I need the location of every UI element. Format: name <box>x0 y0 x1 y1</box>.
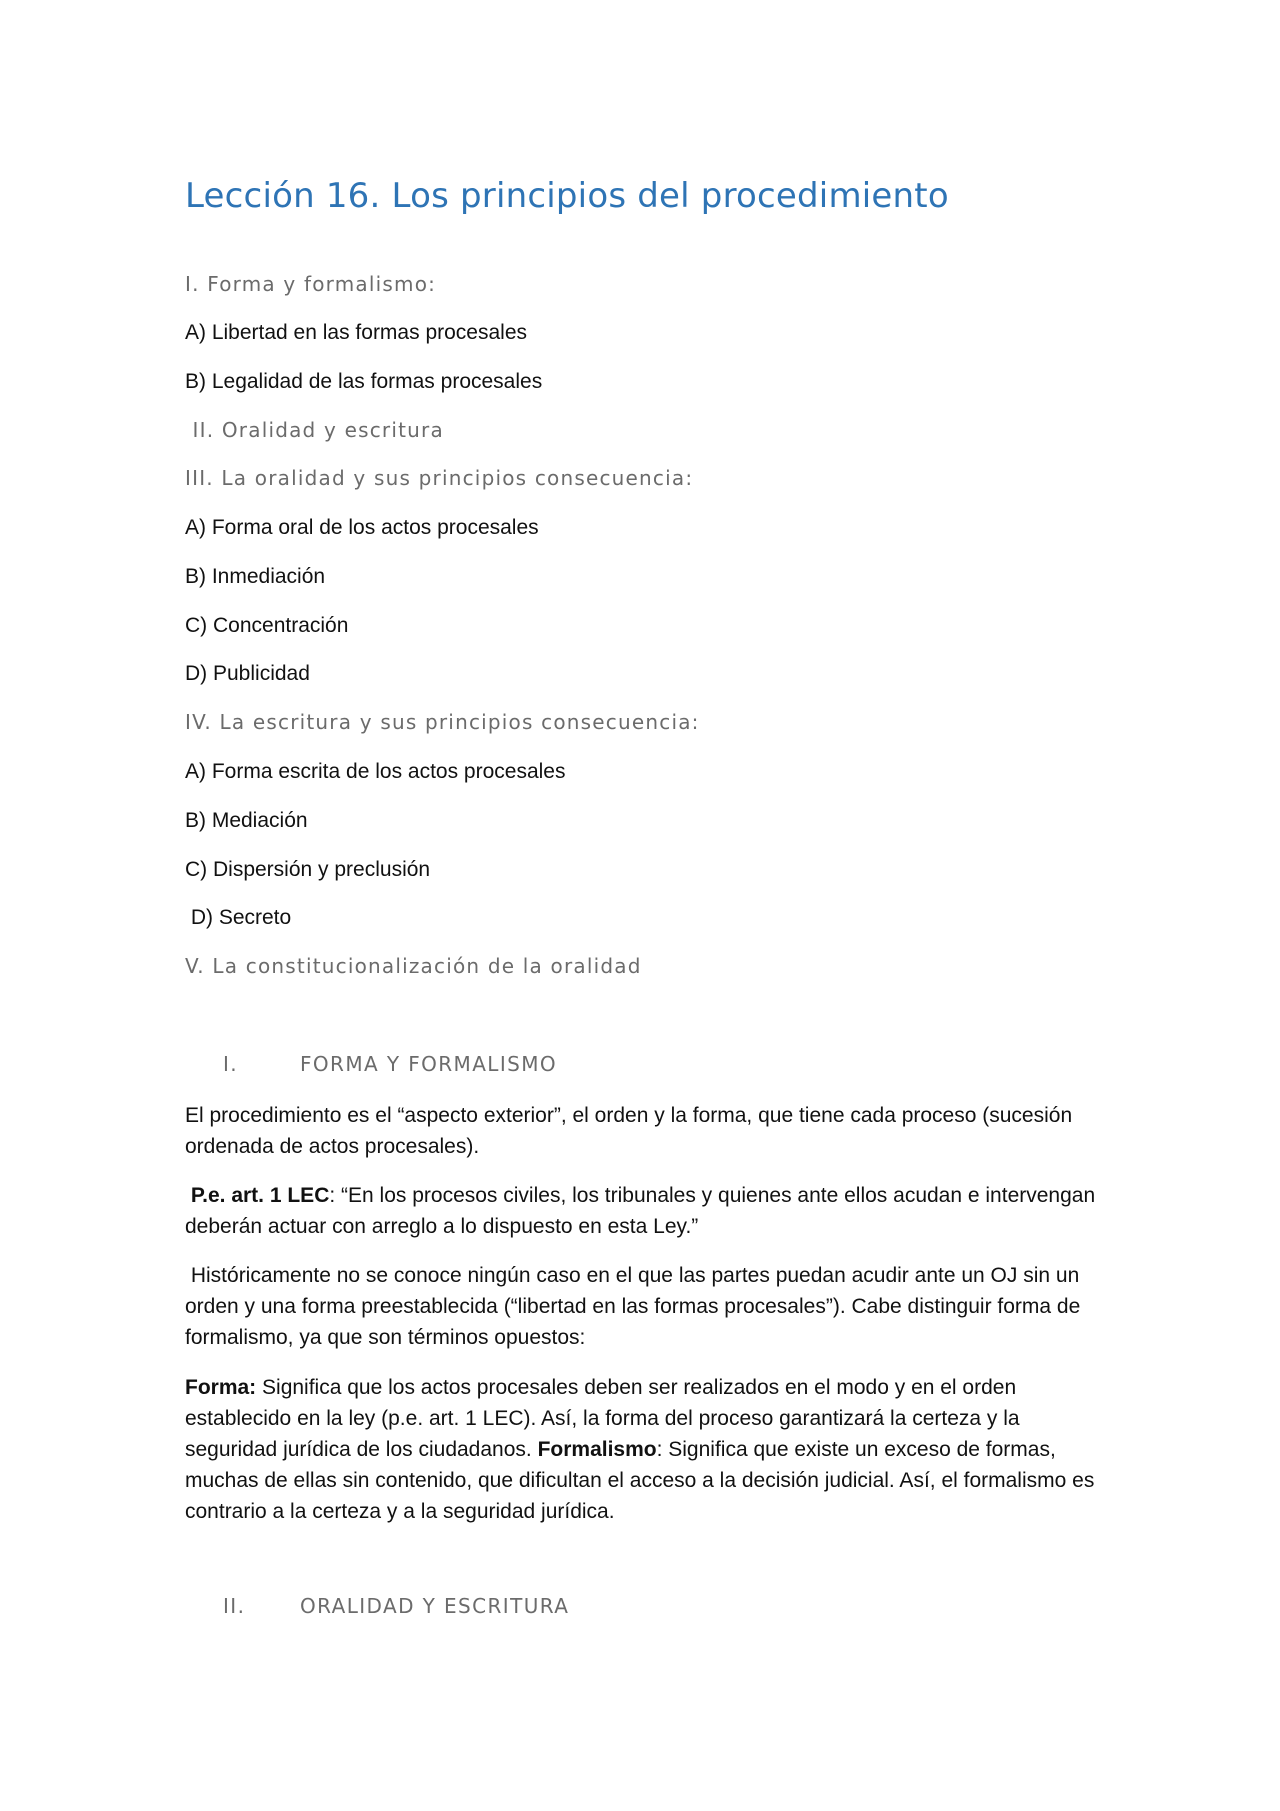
outline-section-2: II. Oralidad y escritura <box>185 418 444 442</box>
outline-section-3: III. La oralidad y sus principios consecuencia: <box>185 466 694 490</box>
paragraph-definitions <box>185 1372 1105 1527</box>
paragraph: Históricamente no se conoce ningún caso en el que las partes puedan acudir ante un OJ sin un orden y una forma preestablecida (“libertad en las formas procesales”). Cabe distinguir forma de formalismo, ya que son términos opuestos: <box>185 1264 1087 1349</box>
section-1-number: I. <box>223 1052 239 1076</box>
outline-item: D) Secreto <box>185 906 292 929</box>
bold-reference: P.e. art. 1 LEC <box>185 1184 330 1207</box>
outline-item: C) Concentración <box>185 614 349 637</box>
term-forma: Forma: <box>185 1376 257 1399</box>
outline-section-4: IV. La escritura y sus principios consecuencia: <box>185 710 700 734</box>
outline-item: B) Legalidad de las formas procesales <box>185 370 543 393</box>
page-title: Lección 16. Los principios del procedimiento <box>185 176 949 216</box>
definition-text: : Significa que existe un exceso de formas, muchas de ellas sin contenido, que dificultan el acceso a la decisión judicial. Así, el formalismo es contrario a la certeza y a la seguridad jurídica. <box>185 1438 1095 1523</box>
section-2-number: II. <box>223 1594 246 1618</box>
quote-text: : “En los procesos civiles, los tribunales y quienes ante ellos acudan e intervengan deberán actuar con arreglo a lo dispuesto en esta Ley.” <box>185 1184 1101 1238</box>
outline-item: B) Inmediación <box>185 565 326 588</box>
section-1-heading: FORMA Y FORMALISMO <box>300 1052 558 1076</box>
paragraph-art1 <box>185 1180 1105 1242</box>
outline-item: A) Forma oral de los actos procesales <box>185 516 539 539</box>
outline-item: A) Libertad en las formas procesales <box>185 321 527 344</box>
outline-item: A) Forma escrita de los actos procesales <box>185 760 566 783</box>
definition-text: Significa que los actos procesales deben ser realizados en el modo y en el orden establecido en la ley (p.e. art. 1 LEC). Así, la forma del proceso garantizará la certeza y la seguridad jurídica de los ciudadanos. <box>185 1376 1020 1461</box>
outline-section-1: I. Forma y formalismo: <box>185 272 437 296</box>
outline-item: B) Mediación <box>185 809 308 832</box>
outline-item: C) Dispersión y preclusión <box>185 858 431 881</box>
term-formalismo: Formalismo <box>537 1438 657 1461</box>
outline-item: D) Publicidad <box>185 662 310 685</box>
section-2-heading: ORALIDAD Y ESCRITURA <box>300 1594 570 1618</box>
outline-section-5: V. La constitucionalización de la oralidad <box>185 954 642 978</box>
paragraph: El procedimiento es el “aspecto exterior”, el orden y la forma, que tiene cada proceso (sucesión ordenada de actos procesales). <box>185 1104 1073 1158</box>
